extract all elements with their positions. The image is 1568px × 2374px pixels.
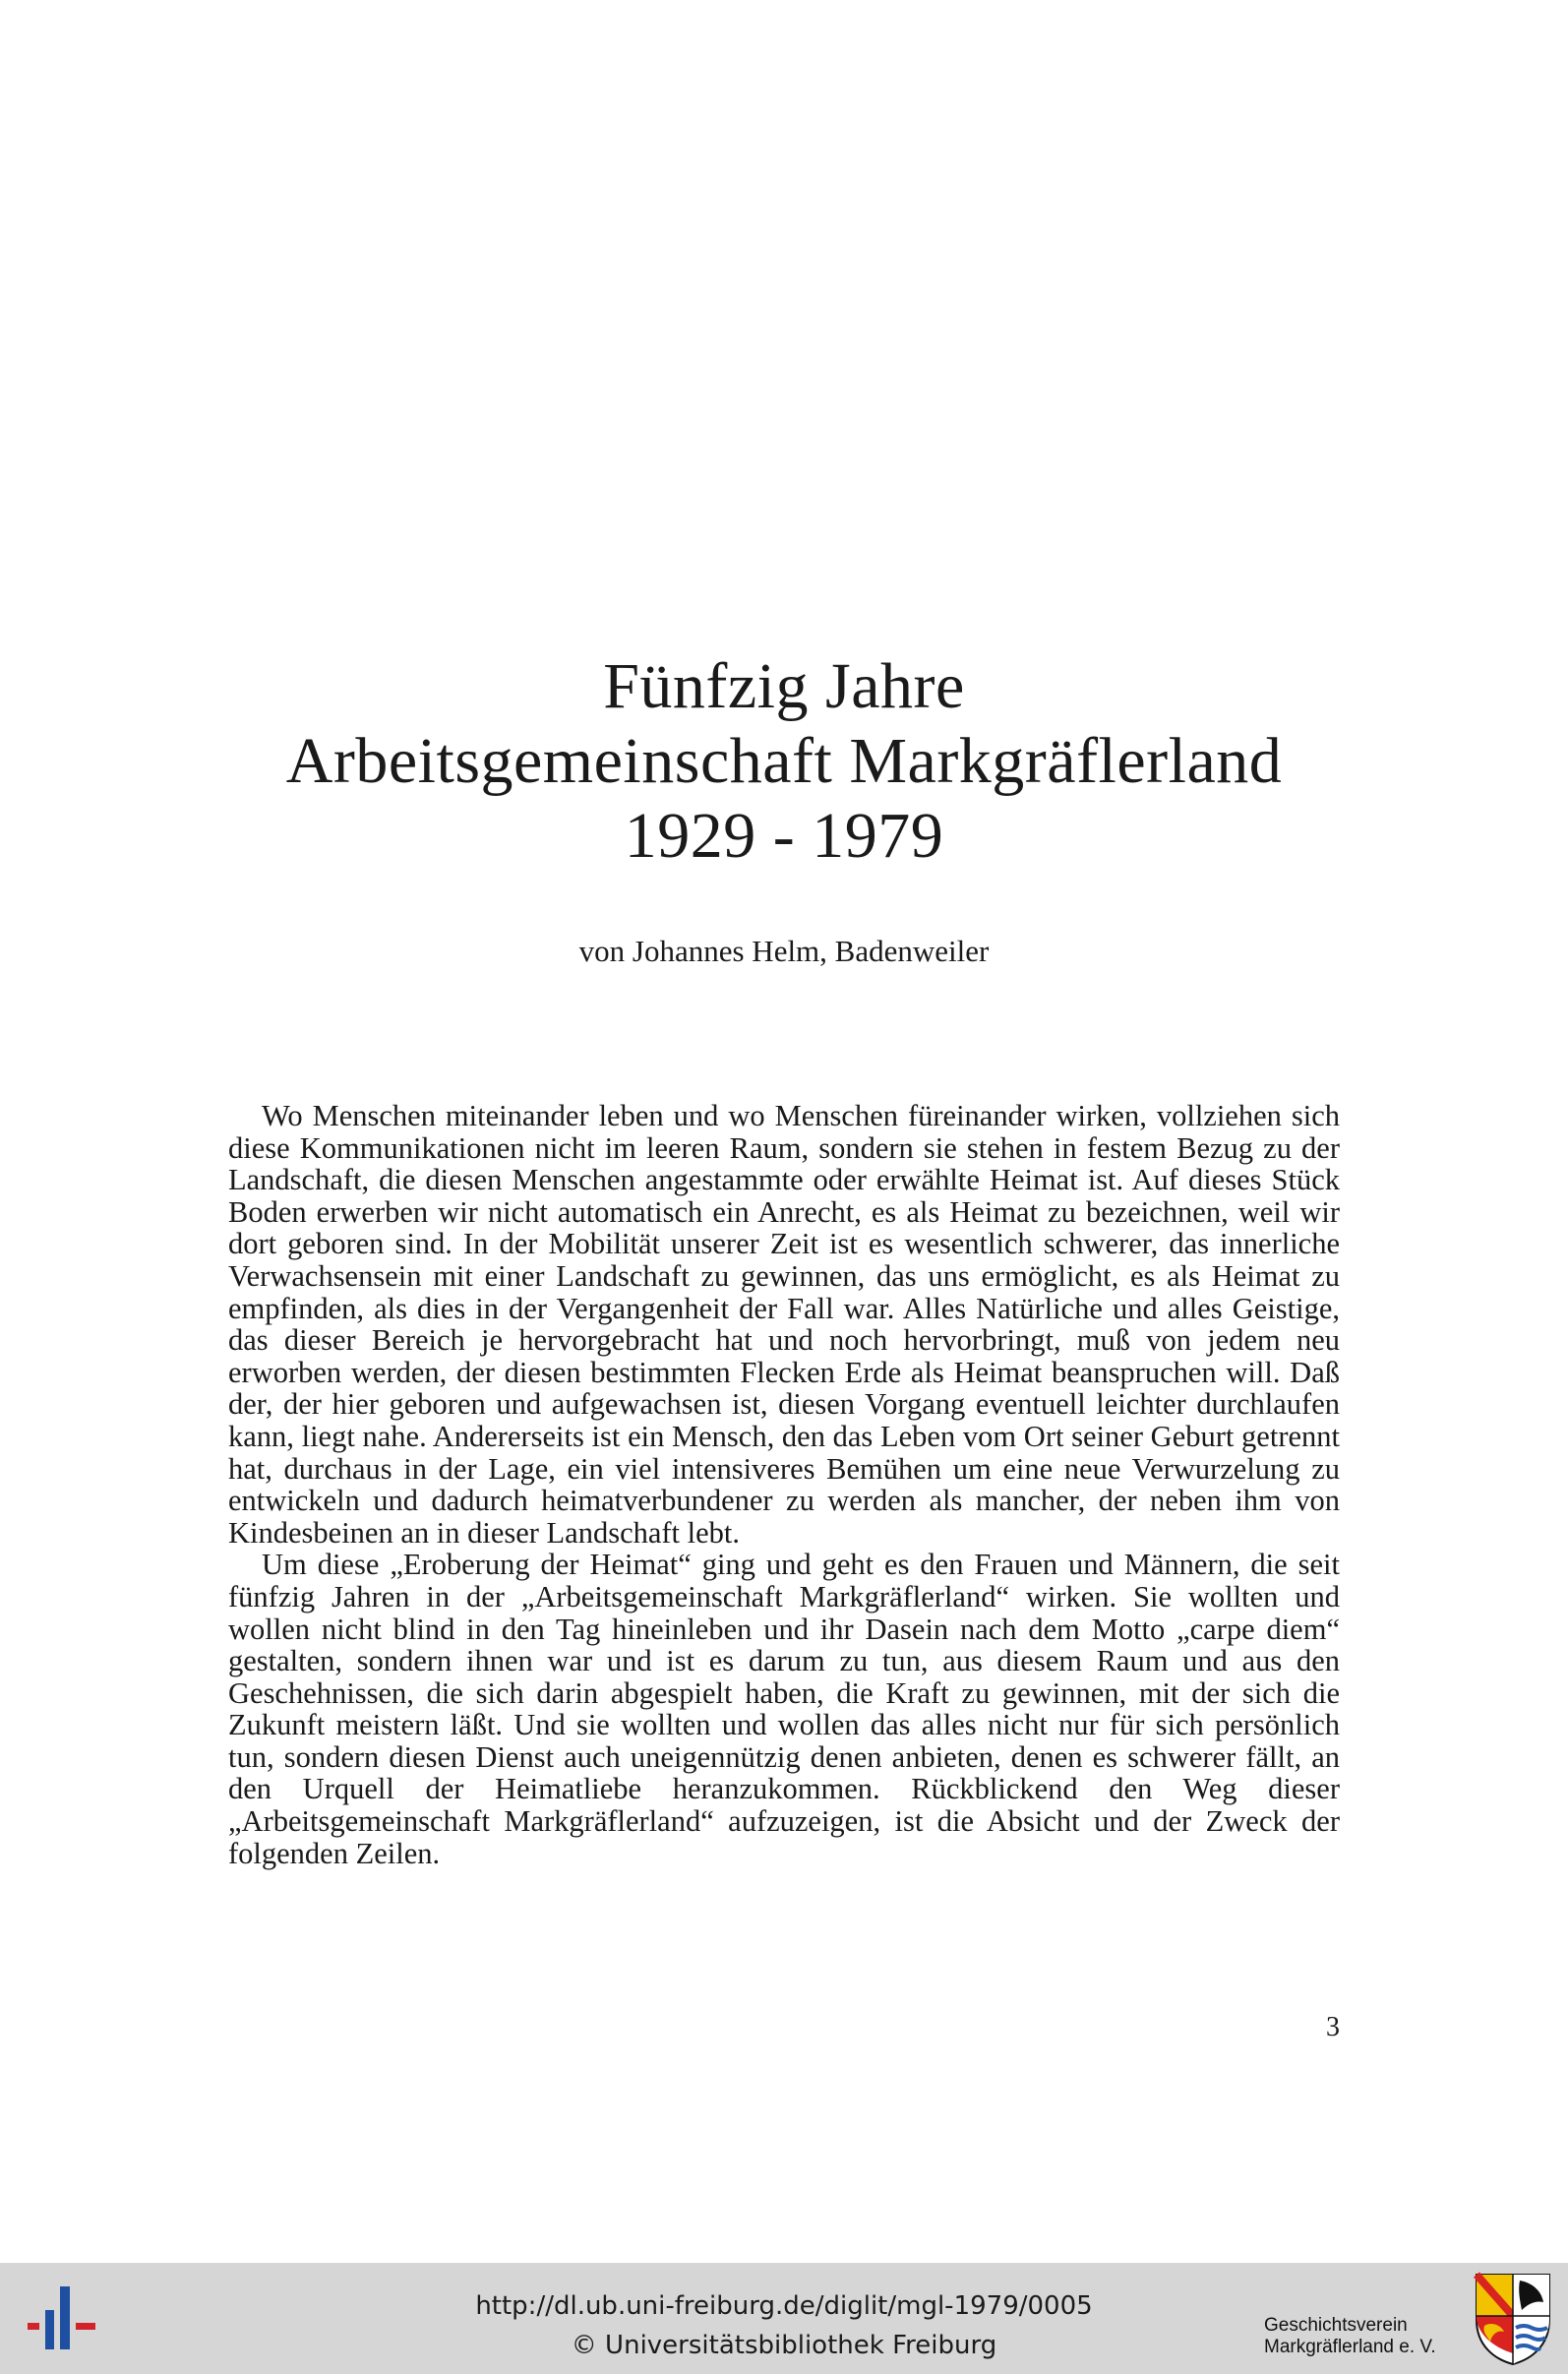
paragraph-2: Um diese „Eroberung der Heimat“ ging und geht es den Frauen und Männern, die seit fünfzig Jahren in der „Arbeitsgemeinschaft Markgräflerland“ wirken. Sie wollten und wollen nicht blind in den Tag hineinleben und ihr Dasein nach dem Motto „carpe diem“ gestalten, sondern ihnen war und ist es darum zu tun, aus diesem Raum und aus den Geschehnissen, die sich darin abgespielt haben, die Kraft zu gewinnen, mit der sich die Zukunft meistern läßt. Und sie wollten und wollen das alles nicht nur für sich persönlich tun, sondern diesen Dienst auch uneigennützig denen anbieten, denen es schwerer fällt, an den Urquell der Heimatliebe heranzukommen. Rückblickend den Weg dieser „Arbeitsgemeinschaft Markgräflerland“ aufzuzeigen, ist die Absicht und der Zweck der folgenden Zeilen. bbox=[228, 1548, 1340, 1870]
page-number: 3 bbox=[1326, 2012, 1340, 2042]
document-url-link[interactable]: http://dl.ub.uni-freiburg.de/diglit/mgl-1979/0005 bbox=[475, 2291, 1093, 2321]
title-line-3: 1929 - 1979 bbox=[624, 800, 944, 872]
society-name bbox=[1264, 2315, 1471, 2358]
author-line: von Johannes Helm, Badenweiler bbox=[578, 934, 990, 968]
coat-of-arms-icon[interactable] bbox=[1473, 2271, 1553, 2367]
article-body bbox=[228, 1100, 1340, 1869]
society-line-2: Markgräflerland e. V. bbox=[1264, 2337, 1436, 2357]
viewer-footer bbox=[0, 2263, 1568, 2374]
paragraph-1: Wo Menschen miteinander leben und wo Menschen füreinander wirken, vollziehen sich diese Kommunikationen nicht im leeren Raum, sondern sie stehen in festem Bezug zu der Landschaft, die diesen Menschen angestammte oder erwählte Heimat ist. Auf dieses Stück Boden erwerben wir nicht automatisch ein Anrecht, es als Heimat zu bezeichnen, weil wir dort geboren sind. In der Mobilität unserer Zeit ist es wesentlich schwerer, das innerliche Verwachsensein mit einer Landschaft zu gewinnen, das uns ermöglicht, es als Heimat zu empfinden, als dies in der Vergangenheit der Fall war. Alles Natürliche und alles Geistige, das dieser Bereich je hervorgebracht hat und noch hervorbringt, muß von jedem neu erworben werden, der diesen bestimmten Flecken Erde als Heimat beanspruchen will. Daß der, der hier geboren und aufgewachsen ist, diesen Vorgang eventuell leichter durchlaufen kann, liegt nahe. Andererseits ist ein Mensch, den das Leben vom Ort seiner Geburt getrennt hat, durchaus in der Lage, ein viel intensiveres Bemühen um eine neue Verwurzelung zu entwickeln und dadurch heimatverbundener zu werden als mancher, der neben ihm von Kindesbeinen an in dieser Landschaft lebt. bbox=[228, 1099, 1340, 1550]
article-title bbox=[0, 649, 1568, 874]
title-line-1: Fünfzig Jahre bbox=[603, 650, 965, 722]
copyright-text: © Universitätsbibliothek Freiburg bbox=[571, 2331, 997, 2360]
society-line-1: Geschichtsverein bbox=[1264, 2315, 1408, 2336]
title-line-2: Arbeitsgemeinschaft Markgräflerland bbox=[285, 725, 1283, 797]
